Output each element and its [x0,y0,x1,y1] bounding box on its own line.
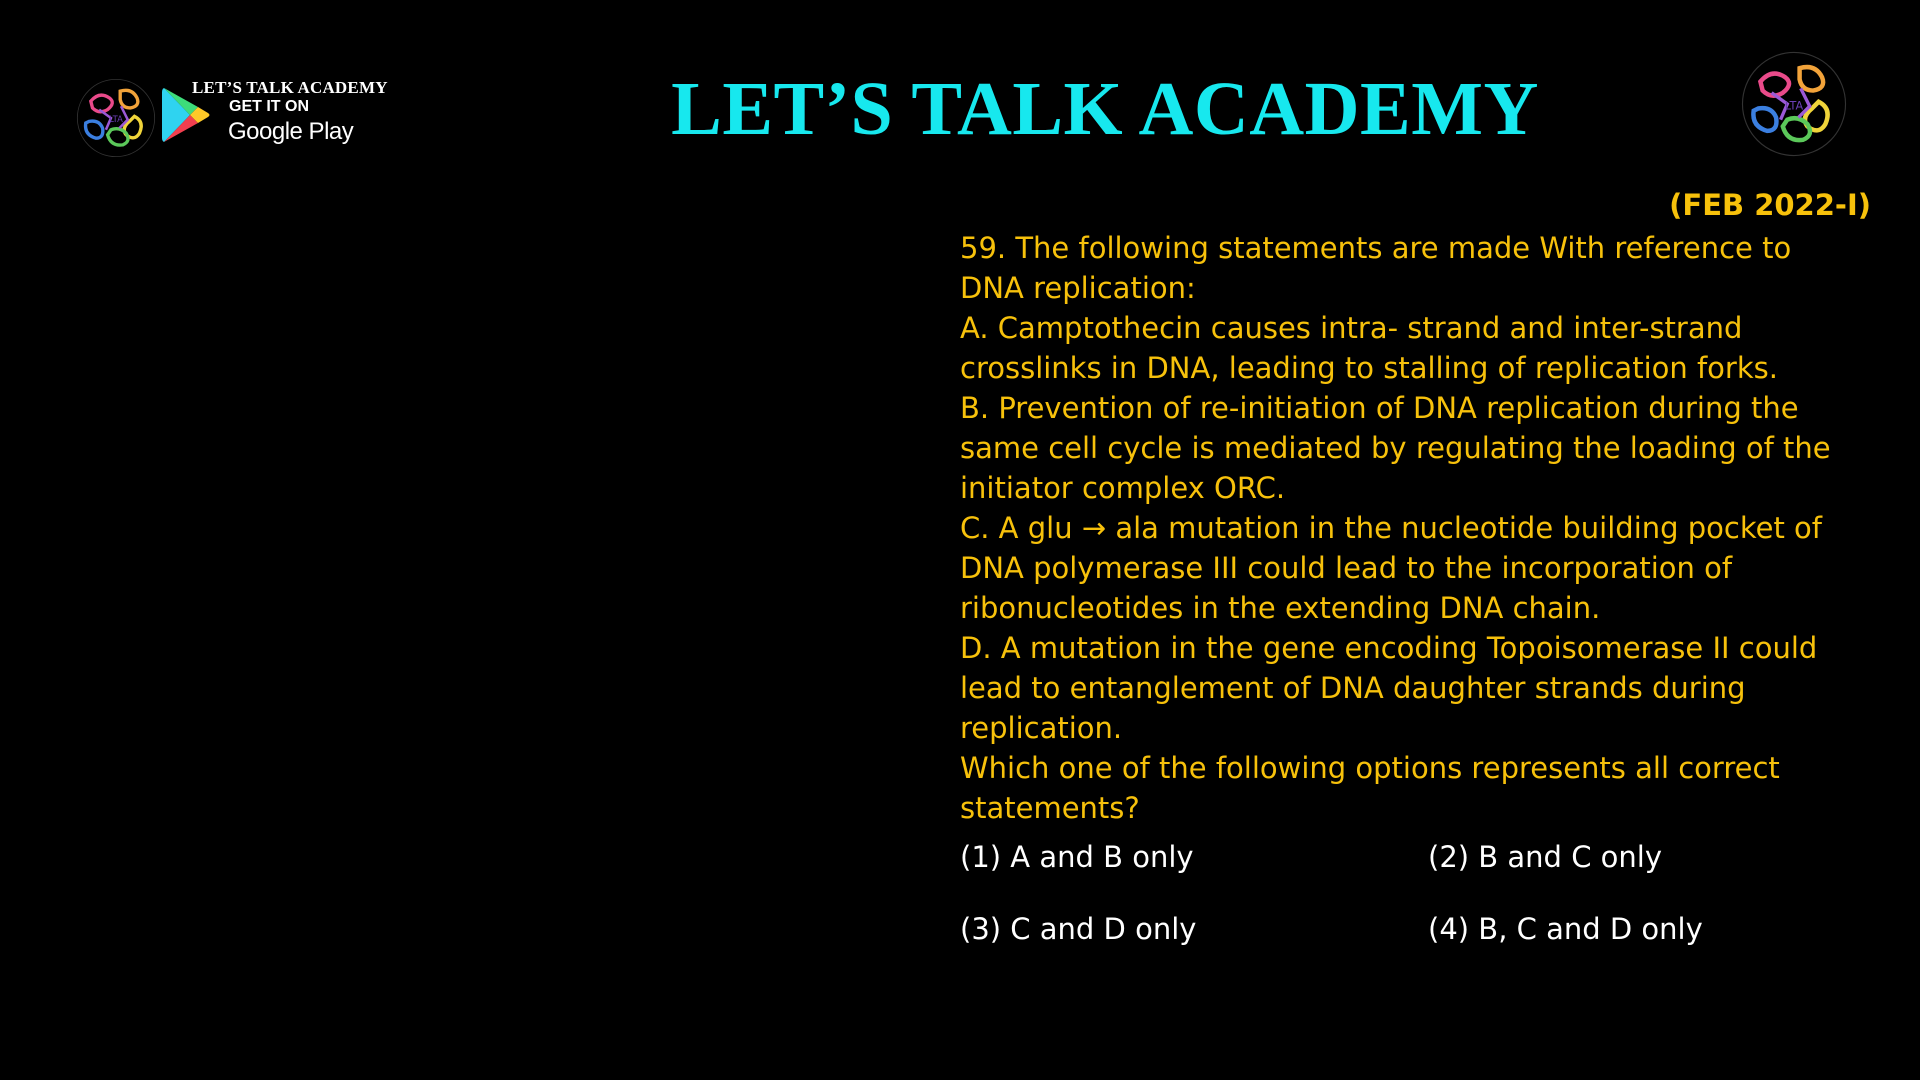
statement-b-line: initiator complex ORC. [960,471,1286,505]
question-text [960,228,1860,828]
badge-academy-name: LET’S TALK ACADEMY [192,78,388,97]
answer-options [960,840,1860,990]
statement-b-line: B. Prevention of re-initiation of DNA replication during the [960,391,1799,425]
molecule-logo-icon [74,76,158,160]
option-3[interactable]: (3) C and D only [960,912,1197,946]
statement-c-line: C. A glu → ala mutation in the nucleotide building pocket of [960,511,1822,545]
option-4[interactable]: (4) B, C and D only [1428,912,1703,946]
statement-a-line: crosslinks in DNA, leading to stalling of replication forks. [960,351,1778,385]
statement-b-line: same cell cycle is mediated by regulating the loading of the [960,431,1831,465]
option-1[interactable]: (1) A and B only [960,840,1194,874]
exam-tag: (FEB 2022-I) [1669,188,1871,222]
page-title: LET’S TALK ACADEMY [671,67,1539,151]
question-prompt-line: Which one of the following options represents all correct [960,751,1780,785]
statement-c-line: ribonucleotides in the extending DNA chain. [960,591,1601,625]
molecule-logo-icon [1738,48,1850,160]
badge-store-name: Google Play [228,118,354,145]
statement-c-line: DNA polymerase III could lead to the incorporation of [960,551,1733,585]
svg-text:LTA: LTA [1784,99,1804,113]
statement-d-line: D. A mutation in the gene encoding Topoisomerase II could [960,631,1818,665]
question-line: DNA replication: [960,271,1196,305]
option-2[interactable]: (2) B and C only [1428,840,1662,874]
question-prompt-line: statements? [960,791,1140,825]
badge-get-it-on: GET IT ON [229,98,309,115]
google-play-icon [160,86,212,144]
statement-d-line: replication. [960,711,1123,745]
statement-d-line: lead to entanglement of DNA daughter strands during [960,671,1746,705]
svg-text:LTA: LTA [109,114,123,125]
google-play-badge[interactable] [160,76,420,156]
question-line: 59. The following statements are made With reference to [960,231,1792,265]
statement-a-line: A. Camptothecin causes intra- strand and inter-strand [960,311,1743,345]
